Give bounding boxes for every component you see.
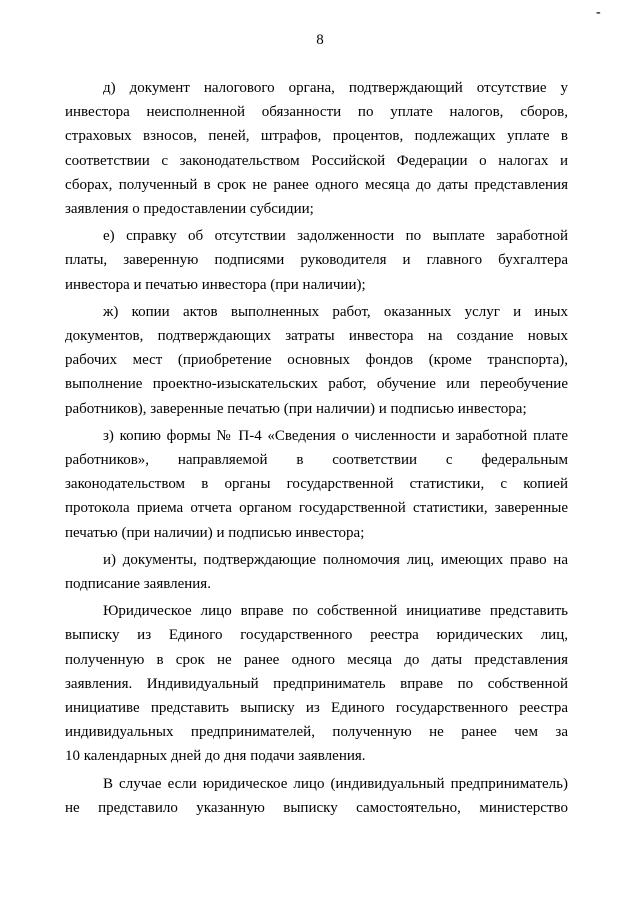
- paragraph: [65, 548, 568, 596]
- text-line: индивидуальных предпринимателей, полученную не ранее чем за: [65, 724, 568, 741]
- text-line: заявления о предоставлении субсидии;: [65, 201, 314, 218]
- text-line: инвестора неисполненной обязанности по уплате налогов, сборов,: [65, 104, 568, 121]
- corner-mark: -: [596, 5, 601, 20]
- text-line: выполнение проектно-изыскательских работ, обучение или переобучение: [65, 376, 568, 393]
- text-line: инвестора и печатью инвестора (при наличии);: [65, 276, 366, 293]
- text-line: 10 календарных дней до дня подачи заявления.: [65, 748, 366, 765]
- text-line: законодательством в органы государственной статистики, с копией: [65, 476, 568, 493]
- text-line: страховых взносов, пеней, штрафов, процентов, подлежащих уплате в: [65, 128, 568, 145]
- text-line: работников», направляемой в соответствии с федеральным: [65, 452, 568, 469]
- page-number: 8: [316, 32, 324, 48]
- text-line: д) документ налогового органа, подтверждающий отсутствие у: [103, 80, 568, 96]
- text-line: платы, заверенную подписями руководителя и главного бухгалтера: [65, 252, 568, 269]
- text-line: Юридическое лицо вправе по собственной инициативе представить: [103, 603, 568, 620]
- text-line: подписание заявления.: [65, 576, 211, 593]
- text-line: документов, подтверждающих затраты инвестора на создание новых: [65, 328, 568, 345]
- text-line: з) копию формы № П-4 «Сведения о численности и заработной плате: [103, 427, 568, 444]
- text-line: е) справку об отсутствии задолженности по выплате заработной: [103, 228, 568, 245]
- text-line: работников), заверенные печатью (при наличии) и подписью инвестора;: [65, 400, 527, 417]
- text-line: не представило указанную выписку самостоятельно, министерство: [65, 799, 568, 816]
- paragraph: [65, 224, 568, 297]
- text-line: полученную в срок не ранее одного месяца до даты представления: [65, 651, 568, 668]
- paragraph: [65, 300, 568, 421]
- text-line: рабочих мест (приобретение основных фондов (кроме транспорта),: [65, 352, 568, 369]
- text-line: заявления. Индивидуальный предприниматель вправе по собственной: [65, 675, 568, 692]
- paragraph: [65, 599, 568, 768]
- document-body: [65, 76, 568, 820]
- text-line: В случае если юридическое лицо (индивидуальный предприниматель): [103, 775, 568, 792]
- text-line: сборах, полученный в срок не ранее одного месяца до даты представления: [65, 176, 568, 193]
- text-line: инициативе представить выписку из Единого государственного реестра: [65, 700, 568, 717]
- text-line: и) документы, подтверждающие полномочия лиц, имеющих право на: [103, 551, 568, 568]
- paragraph: [65, 424, 568, 545]
- text-line: соответствии с законодательством Российской Федерации о налогах и: [65, 152, 568, 169]
- text-line: ж) копии актов выполненных работ, оказанных услуг и иных: [103, 303, 568, 320]
- text-line: протокола приема отчета органом государственной статистики, заверенные: [65, 500, 568, 517]
- text-line: печатью (при наличии) и подписью инвестора;: [65, 524, 365, 541]
- text-line: выписку из Единого государственного реестра юридических лиц,: [65, 627, 568, 644]
- paragraph: [65, 772, 568, 820]
- paragraph: [65, 76, 568, 221]
